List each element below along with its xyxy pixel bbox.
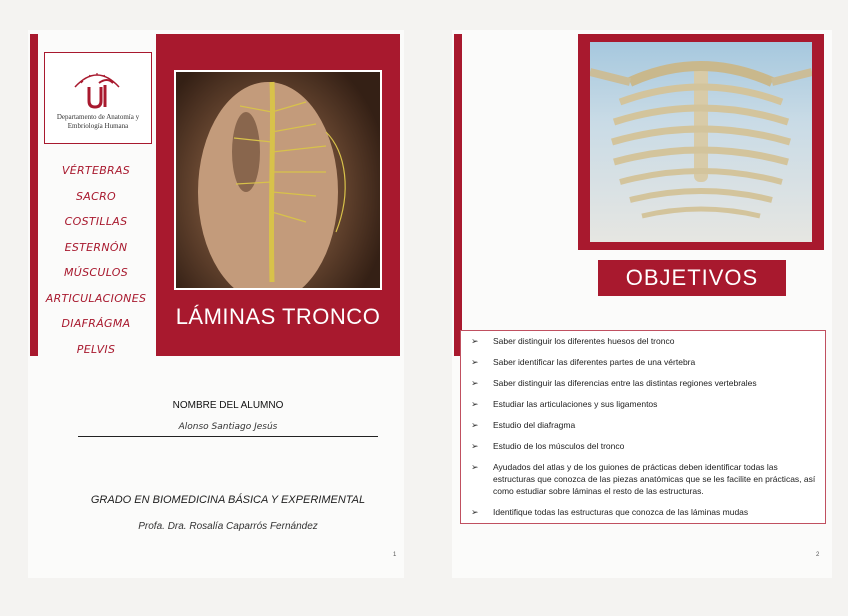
cover-block <box>156 34 400 356</box>
right-red-stripe <box>454 34 462 356</box>
arrow-bullet-icon: ➢ <box>471 441 479 451</box>
topic-item: ESTERNÓN <box>64 240 128 254</box>
objective-item <box>467 335 819 347</box>
topic-item: SACRO <box>76 189 116 203</box>
student-name-label: NOMBRE DEL ALUMNO <box>172 400 284 411</box>
arrow-bullet-icon: ➢ <box>471 420 479 430</box>
student-name-field: Alonso Santiago Jesús <box>78 418 378 437</box>
ribcage-illustration <box>590 42 812 242</box>
objectives-list <box>461 331 825 518</box>
objective-text: Identifique todas las estructuras que conozca de las láminas mudas <box>493 507 749 517</box>
objective-item <box>467 398 819 410</box>
topic-item: MÚSCULOS <box>63 266 129 279</box>
back-anatomy-illustration <box>176 72 380 288</box>
professor-name: Profa. Dra. Rosalía Caparrós Fernández <box>138 521 318 532</box>
cover-title: LÁMINAS TRONCO <box>175 304 381 329</box>
left-red-stripe <box>30 34 38 356</box>
page-number: 1 <box>393 552 397 558</box>
objectives-heading-box <box>598 260 786 296</box>
arrow-bullet-icon: ➢ <box>471 336 479 346</box>
university-crest-icon <box>69 67 125 109</box>
objective-item <box>467 377 819 389</box>
arrow-bullet-icon: ➢ <box>471 378 479 388</box>
ribcage-photo-frame <box>578 34 824 250</box>
back-nerves-photo <box>174 70 382 290</box>
objective-item <box>467 506 819 518</box>
ribcage-photo <box>590 42 812 242</box>
page-number: 2 <box>816 552 820 558</box>
objective-text: Saber distinguir las diferencias entre las distintas regiones vertebrales <box>493 378 757 388</box>
topic-list <box>40 158 152 362</box>
objective-item <box>467 461 819 497</box>
topic-item: DIAFRÁGMA <box>61 317 131 330</box>
left-page <box>28 30 404 578</box>
right-page <box>452 30 832 578</box>
topic-item: COSTILLAS <box>64 215 128 228</box>
objective-item <box>467 440 819 452</box>
objective-text: Saber distinguir los diferentes huesos del tronco <box>493 336 675 346</box>
objective-text: Estudiar las articulaciones y sus ligamentos <box>493 399 658 409</box>
university-logo <box>44 52 152 144</box>
topic-item: PELVIS <box>76 342 116 356</box>
topic-item: ARTICULACIONES <box>45 291 147 305</box>
department-line-1: Departamento de Anatomía y <box>56 113 140 121</box>
department-line-2: Embriología Humana <box>67 122 129 130</box>
objective-text: Saber identificar las diferentes partes de una vértebra <box>493 357 696 367</box>
arrow-bullet-icon: ➢ <box>471 507 479 517</box>
objective-item <box>467 356 819 368</box>
objective-item <box>467 419 819 431</box>
objectives-box <box>460 330 826 524</box>
department-caption <box>49 113 147 131</box>
objective-text: Ayudados del atlas y de los guiones de prácticas deben identificar todas las estructuras que conozca de las piezas anatómicas que se les facilite en prácticas, así como estudiar sobre láminas el resto de las estructuras. <box>493 462 816 496</box>
objective-text: Estudio de los músculos del tronco <box>493 441 625 451</box>
arrow-bullet-icon: ➢ <box>471 462 479 472</box>
arrow-bullet-icon: ➢ <box>471 399 479 409</box>
arrow-bullet-icon: ➢ <box>471 357 479 367</box>
topic-item: VÉRTEBRAS <box>61 164 131 177</box>
objectives-heading: OBJETIVOS <box>625 265 759 290</box>
objective-text: Estudio del diafragma <box>493 420 576 430</box>
degree-title: GRADO EN BIOMEDICINA BÁSICA Y EXPERIMENTAL <box>90 494 366 506</box>
